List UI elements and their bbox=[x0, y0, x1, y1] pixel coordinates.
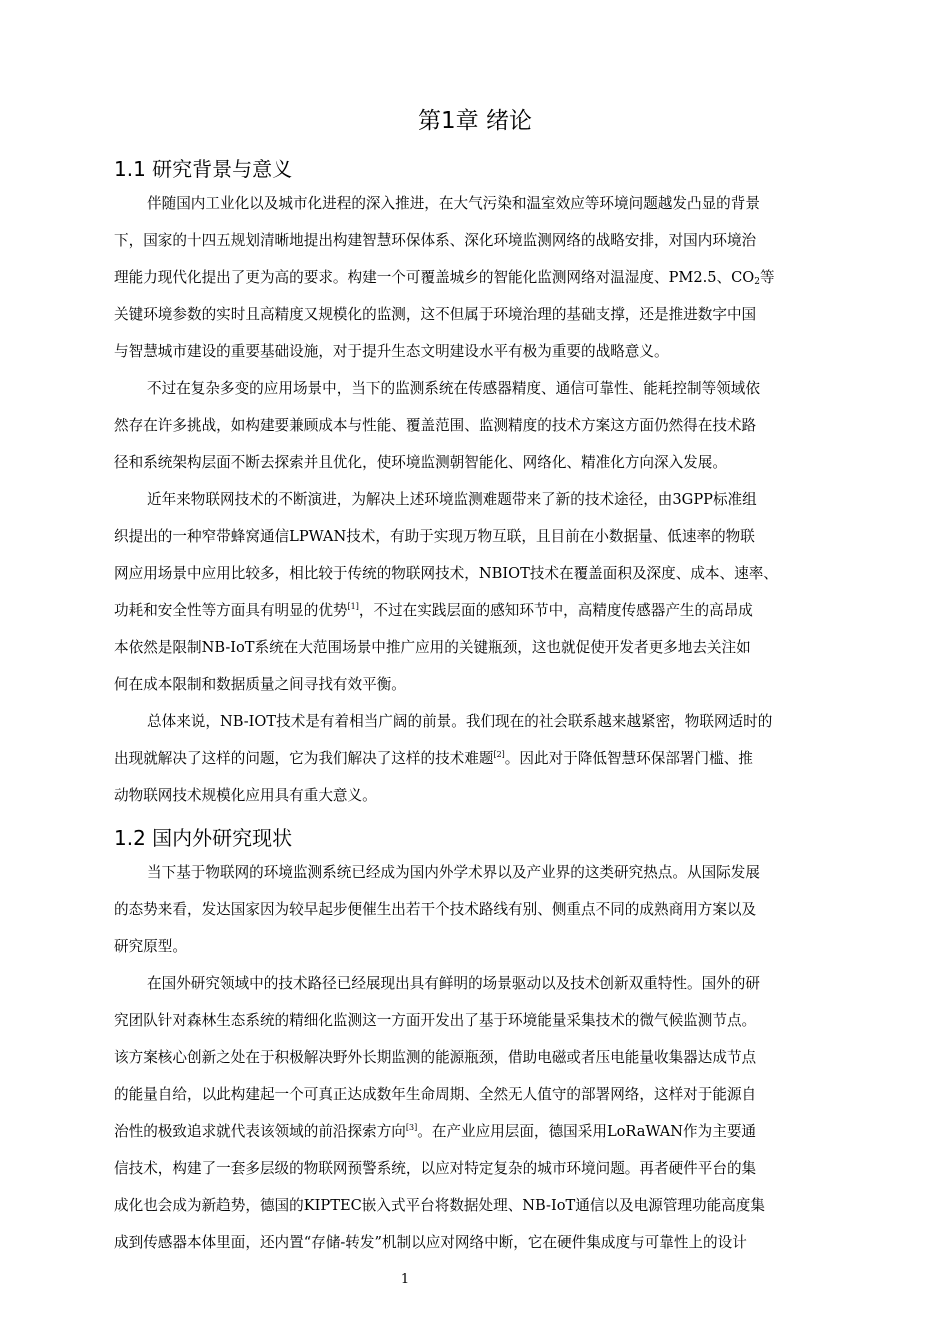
paragraph-line: 的能量自给，以此构建起一个可真正达成数年生命周期、全然无人值守的部署网络，这样对于能源自 bbox=[114, 1086, 757, 1103]
paragraph-line: 出现就解决了这样的问题，它为我们解决了这样的技术难题[2]。因此对于降低智慧环保部署门槛、推 bbox=[114, 750, 753, 767]
paragraph-line: 成化也会成为新趋势，德国的KIPTEC嵌入式平台将数据处理、NB-IoT通信以及电源管理功能高度集 bbox=[114, 1197, 765, 1214]
paragraph-line: 径和系统架构层面不断去探索并且优化，使环境监测朝智能化、网络化、精准化方向深入发展。 bbox=[114, 454, 727, 471]
paragraph-line: 理能力现代化提出了更为高的要求。构建一个可覆盖城乡的智能化监测网络对温湿度、PM2.5、$CO_2$等 bbox=[114, 269, 775, 287]
co2-subscript: 2 bbox=[754, 277, 760, 287]
section-title-1-1: 1.1 研究背景与意义 bbox=[114, 157, 293, 181]
section-title-1-2: 1.2 国内外研究现状 bbox=[114, 826, 293, 850]
paragraph-line: 织提出的一种窄带蜂窝通信LPWAN技术，有助于实现万物互联，且目前在小数据量、低速率的物联 bbox=[114, 528, 755, 545]
citation-3: [3] bbox=[405, 1123, 418, 1132]
paragraph-line: 伴随国内工业化以及城市化进程的深入推进，在大气污染和温室效应等环境问题越发凸显的背景 bbox=[147, 195, 760, 212]
citation-1: [1] bbox=[347, 602, 359, 611]
paragraph-line: 下，国家的十四五规划清晰地提出构建智慧环保体系、深化环境监测网络的战略安排，对国内环境治 bbox=[114, 232, 757, 249]
paragraph-line: 在国外研究领域中的技术路径已经展现出具有鲜明的场景驱动以及技术创新双重特性。国外的研 bbox=[147, 975, 760, 992]
paragraph-line: 信技术，构建了一套多层级的物联网预警系统，以应对特定复杂的城市环境问题。再者硬件平台的集 bbox=[114, 1160, 757, 1177]
paragraph-line: 究团队针对森林生态系统的精细化监测这一方面开发出了基于环境能量采集技术的微气候监测节点。 bbox=[114, 1012, 757, 1029]
page-number: 1 bbox=[400, 1272, 410, 1287]
paragraph-line: 然存在许多挑战，如构建要兼顾成本与性能、覆盖范围、监测精度的技术方案这方面仍然得在技术路 bbox=[114, 417, 757, 434]
paragraph-line: 本依然是限制NB-IoT系统在大范围场景中推广应用的关键瓶颈，这也就促使开发者更多地去关注如 bbox=[114, 639, 751, 656]
paragraph-line: 该方案核心创新之处在于积极解决野外长期监测的能源瓶颈，借助电磁或者压电能量收集器达成节点 bbox=[114, 1049, 757, 1066]
paragraph-line: 与智慧城市建设的重要基础设施，对于提升生态文明建设水平有极为重要的战略意义。 bbox=[114, 343, 669, 360]
paragraph-line: 当下基于物联网的环境监测系统已经成为国内外学术界以及产业界的这类研究热点。从国际发展 bbox=[147, 864, 760, 881]
paragraph-line: 网应用场景中应用比较多，相比较于传统的物联网技术，NBIOT技术在覆盖面积及深度、成本、速率、 bbox=[114, 565, 778, 582]
citation-2: [2] bbox=[493, 750, 505, 759]
paragraph-line: 不过在复杂多变的应用场景中，当下的监测系统在传感器精度、通信可靠性、能耗控制等领域依 bbox=[147, 380, 760, 397]
paragraph-line: 近年来物联网技术的不断演进，为解决上述环境监测难题带来了新的技术途径，由3GPP标准组 bbox=[147, 491, 757, 508]
paragraph-line: 动物联网技术规模化应用具有重大意义。 bbox=[114, 787, 377, 804]
paragraph-line: 总体来说，NB-IOT技术是有着相当广阔的前景。我们现在的社会联系越来越紧密，物联网适时的 bbox=[147, 713, 773, 730]
paragraph-line: 何在成本限制和数据质量之间寻找有效平衡。 bbox=[114, 676, 406, 693]
paragraph-line: 功耗和安全性等方面具有明显的优势[1]，不过在实践层面的感知环节中，高精度传感器产生的高昂成 bbox=[114, 602, 753, 619]
paragraph-line: 关键环境参数的实时且高精度又规模化的监测，这不但属于环境治理的基础支撑，还是推进数字中国 bbox=[114, 306, 757, 323]
paragraph-line: 成到传感器本体里面，还内置“存储-转发”机制以应对网络中断，它在硬件集成度与可靠性上的设计 bbox=[114, 1234, 747, 1251]
paragraph-line: 的态势来看，发达国家因为较早起步便催生出若干个技术路线有别、侧重点不同的成熟商用方案以及 bbox=[114, 901, 757, 918]
paragraph-line: 治性的极致追求就代表该领域的前沿探索方向[3]。在产业应用层面，德国采用LoRaWAN作为主要通 bbox=[114, 1123, 757, 1140]
paragraph-line: 研究原型。 bbox=[114, 938, 187, 955]
chapter-title: 第1章 绪论 bbox=[418, 108, 532, 134]
